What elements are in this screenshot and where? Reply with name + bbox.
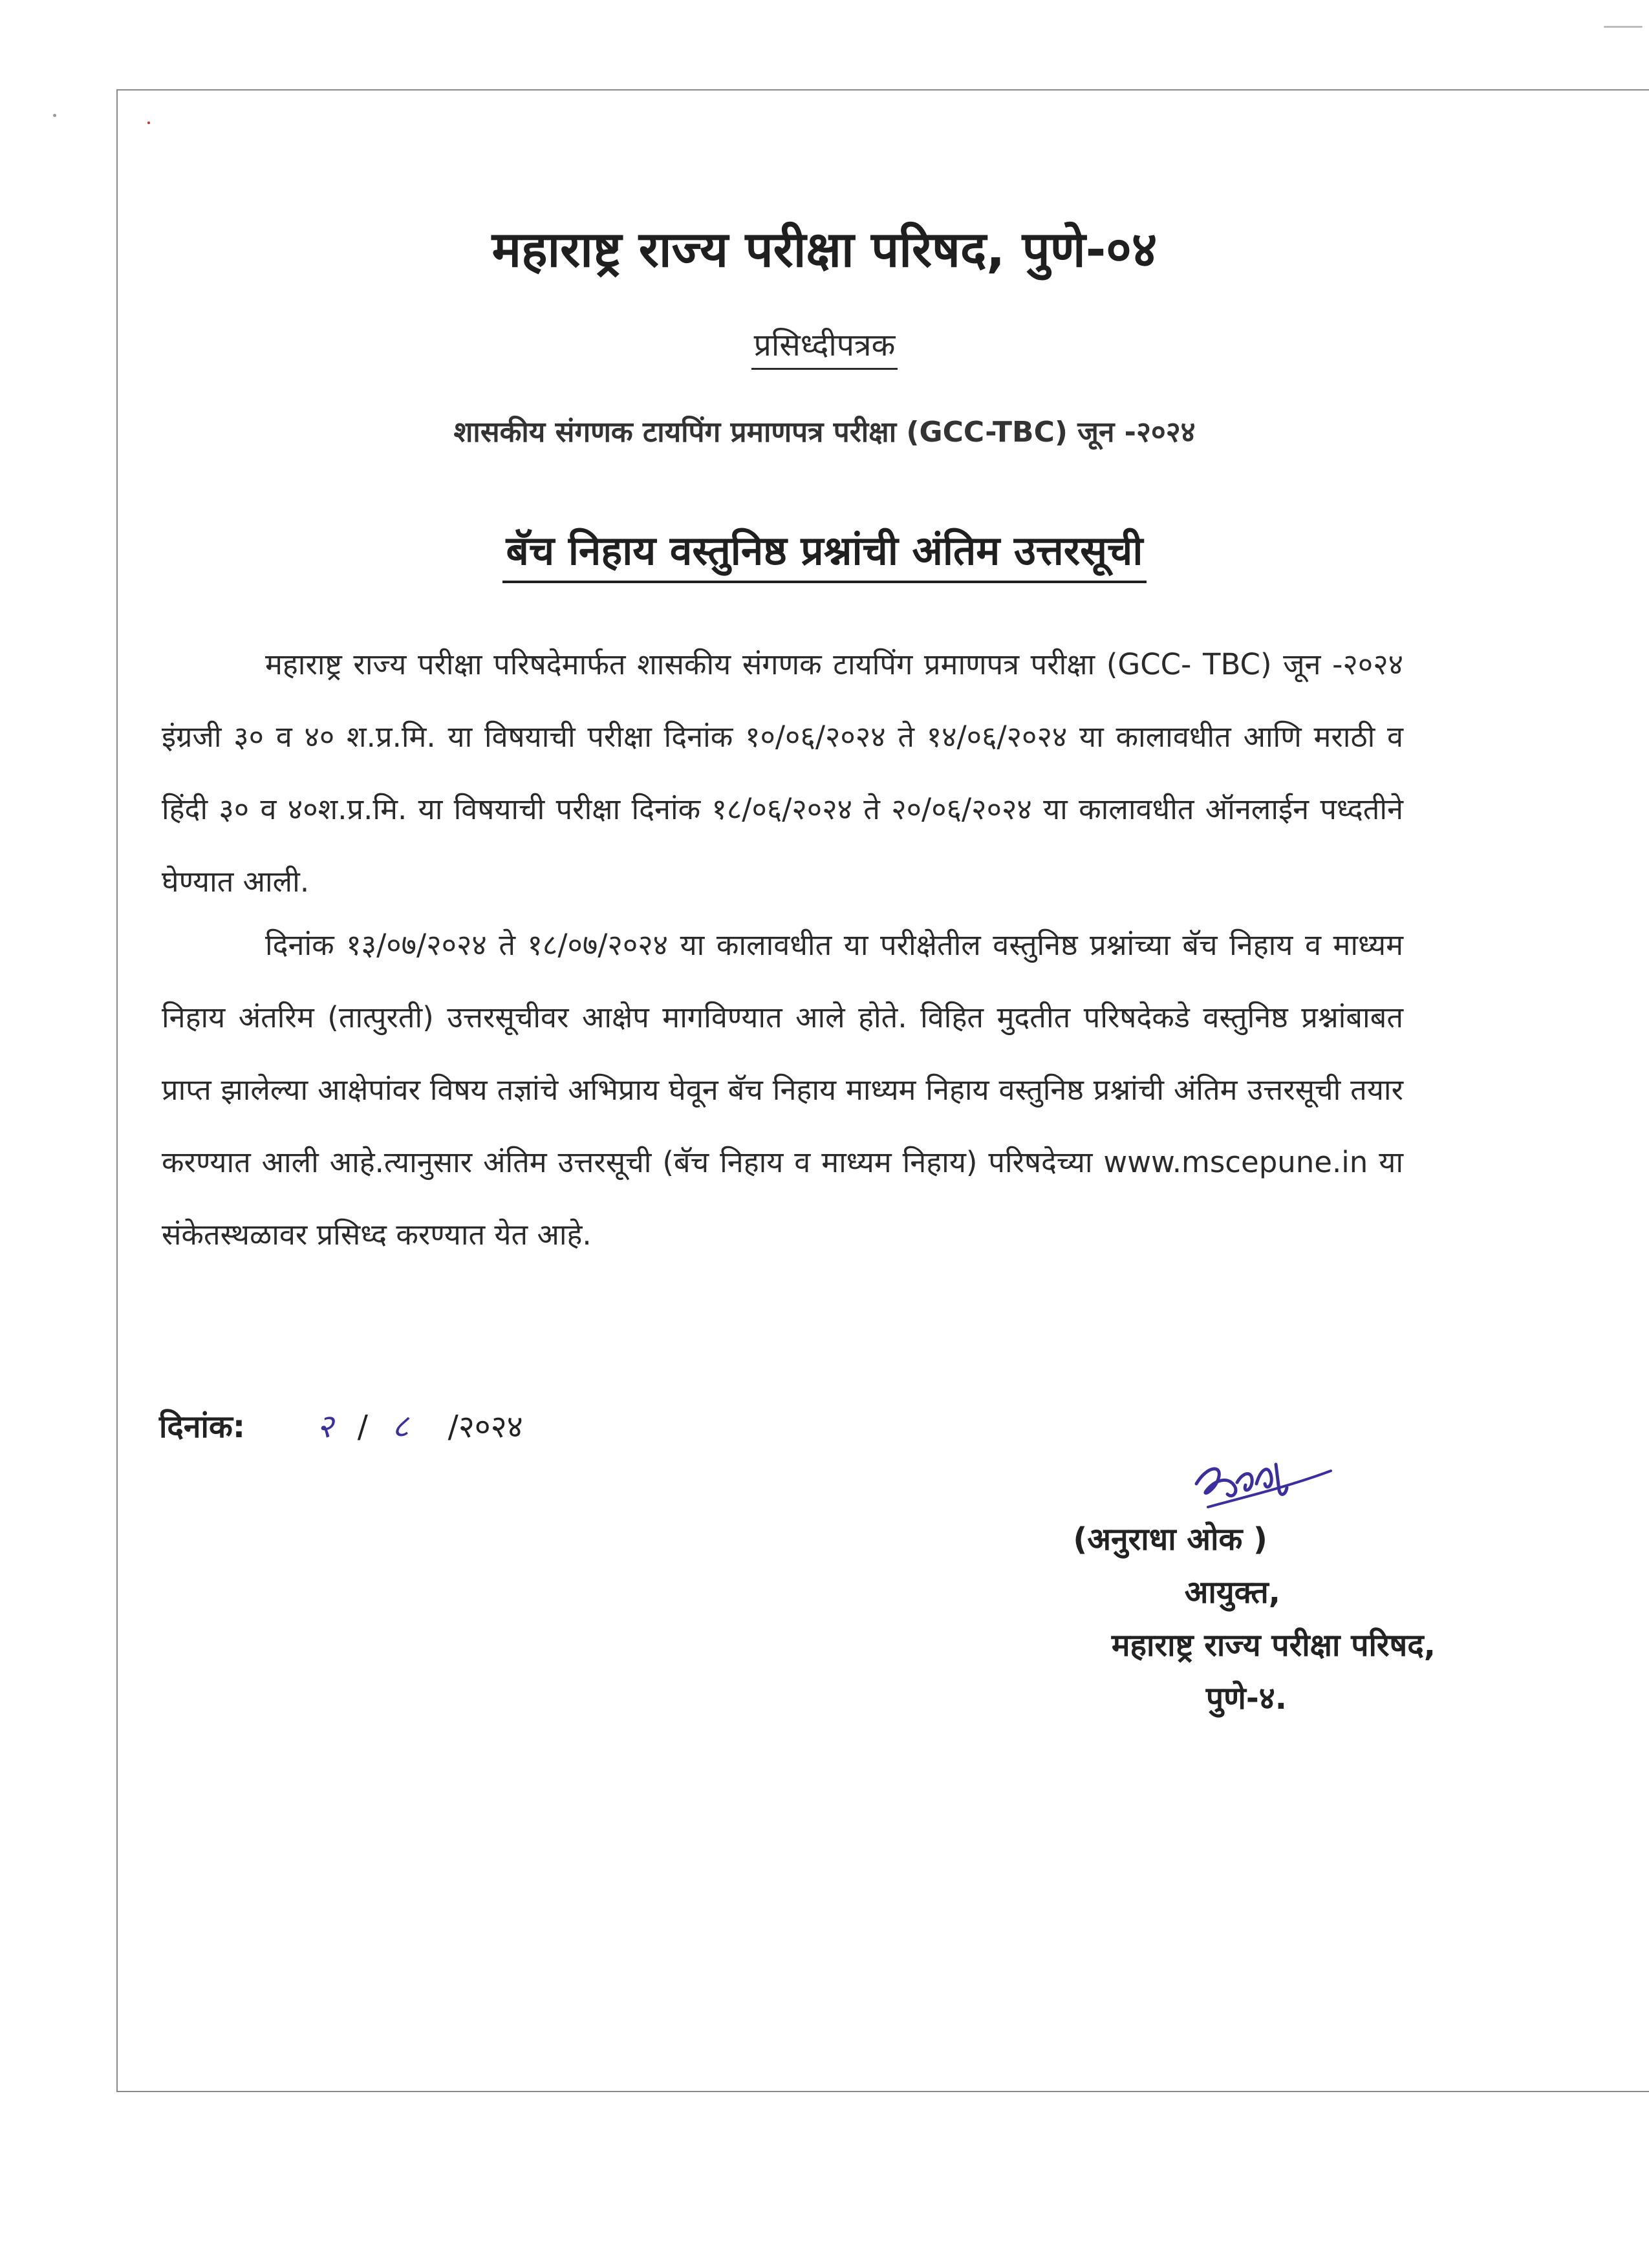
document-heading: बॅच निहाय वस्तुनिष्ठ प्रश्नांची अंतिम उत्तरसूची xyxy=(502,522,1147,583)
notice-type-row xyxy=(0,323,1649,370)
date-row xyxy=(159,1403,523,1447)
scan-speck xyxy=(53,114,56,117)
signatory-name: (अनुराधा ओक ) xyxy=(1073,1521,1267,1557)
date-day: २ xyxy=(316,1407,334,1445)
scan-speck xyxy=(147,122,150,124)
signatory-city: पुणे-४. xyxy=(1205,1680,1287,1717)
office-title: महाराष्ट्र राज्य परीक्षा परिषद, पुणे-०४ xyxy=(491,220,1158,278)
exam-name: शासकीय संगणक टायपिंग प्रमाणपत्र परीक्षा (GCC-TBC) जून -२०२४ xyxy=(453,416,1196,449)
date-year: /२०२४ xyxy=(447,1409,523,1445)
handwritten-signature xyxy=(1189,1445,1337,1523)
signatory-designation: आयुक्त, xyxy=(1184,1574,1280,1610)
date-label: दिनांक: xyxy=(159,1409,246,1445)
scan-speck xyxy=(1604,26,1643,28)
notice-type: प्रसिध्दीपत्रक xyxy=(751,323,898,370)
date-month: ८ xyxy=(392,1407,409,1445)
signatory-organization: महाराष्ट्र राज्य परीक्षा परिषद, xyxy=(1111,1627,1436,1664)
paragraph-exam-schedule: महाराष्ट्र राज्य परीक्षा परिषदेमार्फत शासकीय संगणक टायपिंग प्रमाणपत्र परीक्षा (GCC- TBC) जून -२०२४ इंग्रजी ३० व ४० श.प्र.मि. या विषयाची परीक्षा दिनांक १०/०६/२०२४ ते १४/०६/२०२४ या कालावधीत आणि मराठी व हिंदी ३० व ४०श.प्र.मि. या विषयाची परीक्षा दिनांक १८/०६/२०२४ ते २०/०६/२०२४ या कालावधीत ऑनलाईन पध्दतीने घेण्यात आली. xyxy=(162,647,1403,899)
paragraph-final-answer-key: दिनांक १३/०७/२०२४ ते १८/०७/२०२४ या कालावधीत या परीक्षेतील वस्तुनिष्ठ प्रश्नांच्या बॅच निहाय व माध्यम निहाय अंतरिम (तात्पुरती) उत्तरसूचीवर आक्षेप मागविण्यात आले होते. विहित मुदतीत परिषदेकडे वस्तुनिष्ठ प्रश्नांबाबत प्राप्त झालेल्या आक्षेपांवर विषय तज्ञांचे अभिप्राय घेवून बॅच निहाय माध्यम निहाय वस्तुनिष्ठ प्रश्नांची अंतिम उत्तरसूची तयार करण्यात आली आहे.त्यानुसार अंतिम उत्तरसूची (बॅच निहाय व माध्यम निहाय) परिषदेच्या www.mscepune.in या संकेतस्थळावर प्रसिध्द करण्यात येत आहे. xyxy=(162,928,1403,1252)
signatory-block xyxy=(1073,1513,1436,1725)
heading-row xyxy=(0,522,1649,583)
date-separator: / xyxy=(357,1409,368,1445)
